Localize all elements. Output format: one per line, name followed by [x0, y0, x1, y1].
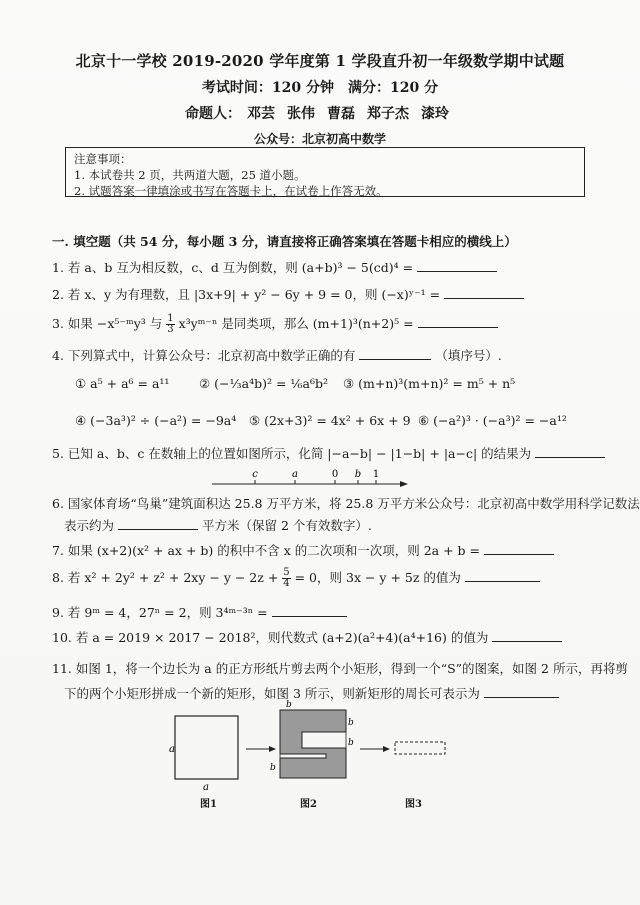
option-6: ⑥ (−a²)³ · (−a³)² = −a¹² [417, 413, 567, 428]
side-label-a: a [169, 744, 175, 755]
question-text: 若 x、y 为有理数，且 |3x+9| + y² − 6y + 9 = 0，则 (−x)ʸ⁻¹ = [67, 287, 441, 302]
question-number: 2. [52, 287, 64, 302]
question-text: = 0，则 3x − y + 5z 的值为 [290, 570, 461, 585]
question-10 [52, 628, 562, 646]
question-text: 表示约为 [64, 518, 115, 533]
question-number: 1. [52, 260, 64, 275]
axis-label-a: a [292, 469, 298, 480]
exam-title: 北京十一学校 2019-2020 学年度第 1 学段直升初一年级数学期中试题 [75, 52, 565, 70]
question-11 [52, 659, 628, 677]
authors-label: 命题人： [185, 106, 241, 122]
axis-label-0: 0 [331, 469, 339, 480]
axis-label-b: b [354, 469, 362, 480]
answer-blank[interactable] [359, 359, 431, 360]
answer-blank[interactable] [418, 327, 498, 328]
answer-blank[interactable] [492, 641, 562, 642]
answer-blank[interactable] [118, 529, 198, 530]
public-account: 公众号：北京初高中数学 [253, 132, 386, 146]
answer-blank[interactable] [465, 581, 540, 582]
figure-2-s-shape [268, 698, 358, 788]
question-2 [52, 285, 524, 303]
figure-label: 图2 [300, 799, 317, 810]
figure-3-rectangle [394, 738, 449, 758]
question-number: 10. [52, 630, 72, 645]
option-3: ③ (m+n)³(m+n)² = m⁵ + n⁵ [342, 376, 516, 391]
notice-item: 2. 试题答案一律填涂或书写在答题卡上，在试卷上作答无效。 [74, 184, 388, 198]
question-3 [52, 314, 498, 335]
number-line [210, 466, 410, 492]
question-number: 3. [52, 316, 64, 331]
question-number: 11. [52, 661, 72, 676]
question-number: 7. [52, 543, 64, 558]
fraction: $\frac{1}{3}$ [167, 313, 174, 335]
author: 郑子杰 [367, 106, 409, 122]
answer-blank[interactable] [272, 616, 347, 617]
side-label-a: a [203, 782, 209, 793]
axis-label-c: c [252, 469, 258, 480]
question-text: 若 x² + 2y² + z² + 2xy − y − 2z + [67, 570, 283, 585]
option-2: ② (−⅓a⁴b)² = ⅙a⁶b² [198, 376, 328, 391]
notice-box [65, 147, 585, 197]
arrow-icon [360, 744, 390, 754]
option-1: ① a⁵ + a⁶ = a¹¹ [75, 376, 170, 391]
answer-blank[interactable] [417, 271, 497, 272]
question-text: x³yᵐ⁻ⁿ 是同类项，那么 (m+1)³(n+2)⁵ = [174, 316, 414, 331]
question-6-line2 [64, 516, 372, 534]
options-row-1 [75, 376, 515, 391]
option-5: ⑤ (2x+3)² = 4x² + 6x + 9 [248, 413, 411, 428]
author: 漆玲 [421, 106, 449, 122]
question-number: 8. [52, 570, 64, 585]
figure-1-square [165, 712, 245, 794]
question-8 [52, 568, 540, 589]
answer-blank[interactable] [484, 554, 554, 555]
figure-label: 图3 [405, 799, 422, 810]
figure-label: 图1 [200, 799, 217, 810]
question-text: 平方米（保留 2 个有效数字）. [201, 518, 372, 533]
options-row-2 [75, 413, 567, 428]
side-label-b: b [286, 700, 292, 710]
question-number: 6. [52, 496, 64, 511]
answer-blank[interactable] [535, 457, 605, 458]
question-6 [52, 494, 640, 512]
authors-line [0, 103, 640, 123]
notice-item: 1. 本试卷共 2 页，共两道大题，25 道小题。 [74, 168, 306, 182]
section-heading: 一. 填空题（共 54 分，每小题 3 分，请直接将正确答案填在答题卡相应的横线上） [52, 234, 517, 249]
side-label-b: b [348, 718, 354, 728]
side-label-b: b [270, 763, 276, 773]
question-9 [52, 603, 347, 621]
question-text: 已知 a、b、c 在数轴上的位置如图所示，化简 |−a−b| − |1−b| + |a−c| 的结果为 [67, 446, 532, 461]
question-text: 若 9ᵐ = 4，27ⁿ = 2，则 3⁴ᵐ⁻³ⁿ = [67, 605, 268, 620]
question-text: 若 a、b 互为相反数，c、d 互为倒数，则 (a+b)³ − 5(cd)⁴ = [67, 260, 414, 275]
question-text: 如果 −x⁵⁻ᵐy³ 与 [67, 316, 167, 331]
exam-time: 考试时间：120 分钟 满分：120 分 [201, 80, 439, 96]
axis-label-1: 1 [372, 469, 380, 480]
option-4: ④ (−3a³)² ÷ (−a²) = −9a⁴ [75, 413, 237, 428]
notice-heading: 注意事项： [74, 152, 132, 166]
question-text: 下的两个小矩形拼成一个新的矩形，如图 3 所示，则新矩形的周长可表示为 [64, 686, 480, 701]
question-text: 国家体育场“鸟巢”建筑面积达 25.8 万平方米，将 25.8 万平方米公众号：北京初高中数学用科学记数法 [67, 496, 640, 511]
question-text: 如图 1，将一个边长为 a 的正方形纸片剪去两个小矩形，得到一个“S”的图案，如图 2 所示，再将剪 [75, 661, 628, 676]
author: 邓芸 [247, 106, 275, 122]
fraction: $\frac{5}{4}$ [283, 567, 290, 589]
question-1 [52, 258, 497, 276]
question-5 [52, 444, 605, 462]
question-number: 5. [52, 446, 64, 461]
question-text: 如果 (x+2)(x² + ax + b) 的积中不含 x 的二次项和一次项，则 2a + b = [67, 543, 481, 558]
question-number: 9. [52, 605, 64, 620]
answer-blank[interactable] [484, 697, 559, 698]
author: 张伟 [287, 106, 315, 122]
answer-blank[interactable] [444, 298, 524, 299]
question-4 [52, 346, 502, 364]
question-7 [52, 541, 554, 559]
question-tail: （填序号）. [435, 348, 502, 363]
question-text: 下列算式中，计算公众号：北京初高中数学正确的有 [67, 348, 356, 363]
author: 曹磊 [327, 106, 355, 122]
question-number: 4. [52, 348, 64, 363]
side-label-b: b [348, 738, 354, 748]
question-text: 若 a = 2019 × 2017 − 2018²，则代数式 (a+2)(a²+4)(a⁴+16) 的值为 [75, 630, 489, 645]
